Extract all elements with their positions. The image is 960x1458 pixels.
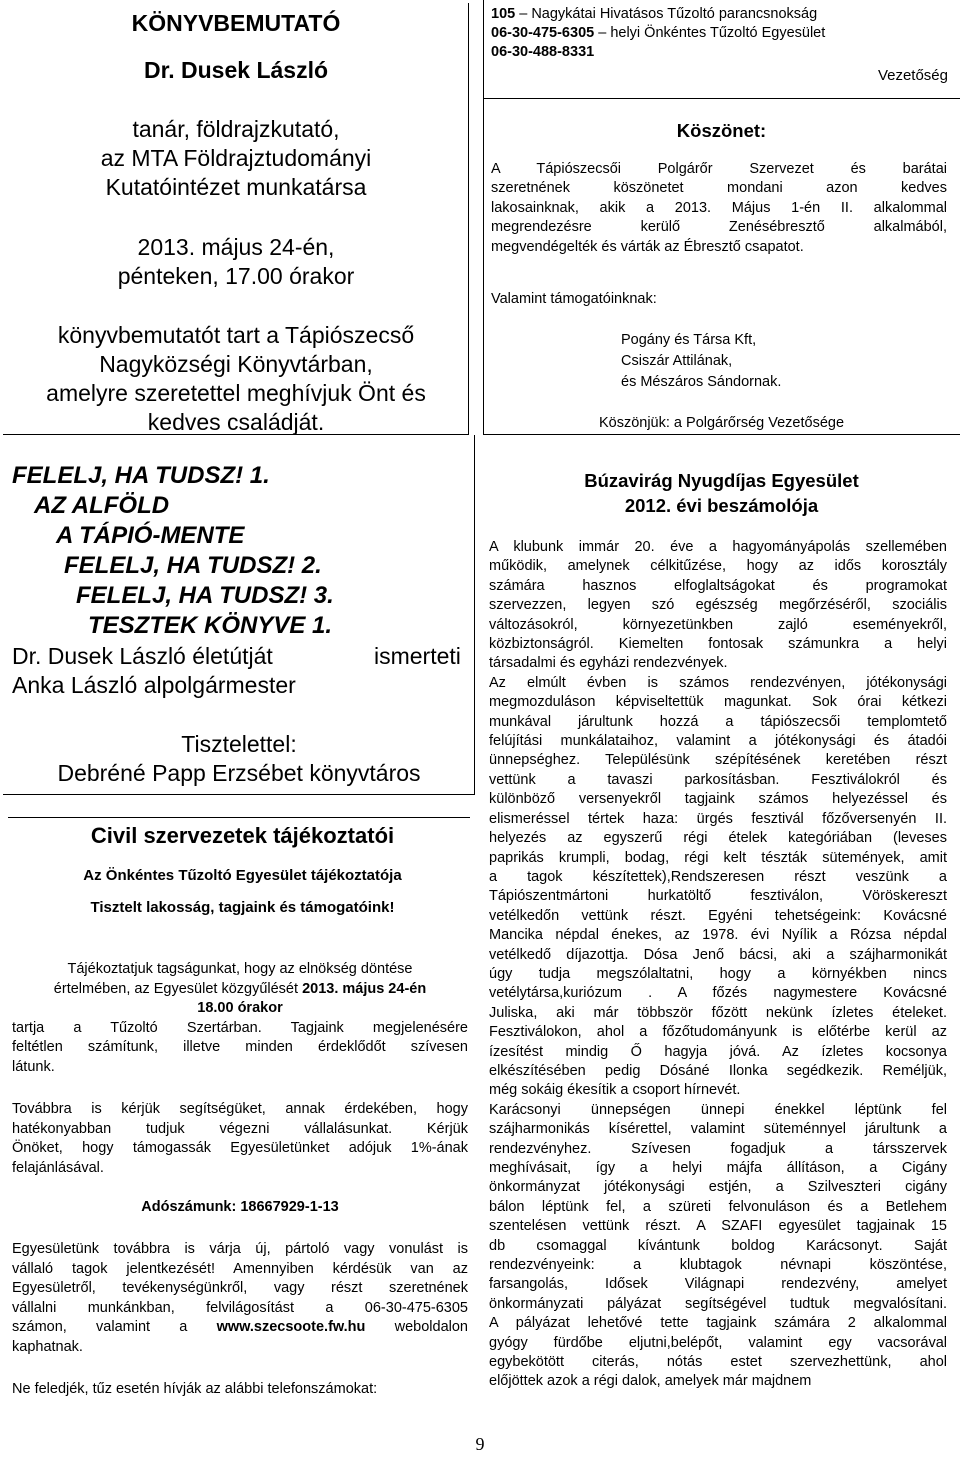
book-title: FELELJ, HA TUDSZ! 3.: [76, 582, 334, 609]
supporters-intro: Valamint támogatóinknak:: [491, 291, 657, 307]
text-line: Juliska, aki már többször főzött nekünk ízletes ételeket.: [489, 1004, 947, 1021]
text-line: vetélytársa,kuriózum . A főzés nagymestere Kovácsné: [489, 985, 947, 1002]
book-title: FELELJ, HA TUDSZ! 2.: [64, 552, 322, 579]
book-line: amelyre szeretettel meghívjuk Önt és: [46, 380, 426, 406]
text-line: A Tápiószecsői Polgárőr Szervezet és barátai: [491, 161, 947, 177]
meeting-date: 2013. május 24-én: [302, 980, 427, 997]
text-line: elkészítésében pedig Dósáné Ilonka segédkezik. Reméljük,: [489, 1062, 947, 1079]
text-line: Tájékoztatjuk tagságunkat, hogy az elnökség döntése: [67, 961, 413, 977]
text-line: szentelésen vettünk részt. A SZAFI egyesület tagjainak 15: [489, 1218, 947, 1235]
text-line: egybekötött citerás, nótás estet szervezhettünk, ahol: [489, 1354, 947, 1371]
text-line: felújítási munkálataihoz, valamint a jótékonysági és átadói: [489, 733, 947, 750]
paragraph: [12, 1240, 468, 1357]
text-line: elismeréssel tértek haza: ürgés fesztivál főzőversenyén II.: [489, 810, 947, 827]
text-line: számára hasznos elfoglaltságokat és programokat: [489, 577, 947, 594]
text-line: [12, 1318, 468, 1338]
text-line: ünnepséghez. Településünk szépítésének keretében részt: [489, 752, 947, 769]
book-title: AZ ALFÖLD: [34, 492, 170, 519]
text-line: vetélkedő díjazottja. Dósa Jenő bácsi, aki a szájharmonikát: [489, 946, 947, 963]
text-line: úgy tudja megszólaltatni, hogy a környékben nincs: [489, 965, 947, 982]
divider: [8, 817, 470, 818]
text-line: tartja a Tűzoltó Szertárban. Tagjaink megjelenésére: [12, 1019, 468, 1036]
book-line: Nagyközségi Könyvtárban,: [99, 351, 373, 377]
text-line: szeretnének köszönetet mondani azon kedves: [491, 180, 947, 197]
page-number: 9: [475, 1434, 485, 1454]
phone-desc: – helyi Önkéntes Tűzoltó Egyesület: [598, 25, 826, 41]
book-line: pénteken, 17.00 órakor: [117, 263, 355, 289]
text-line: vállaló tagok jelentkezését! Amennyiben kérdésük van az: [12, 1260, 468, 1277]
signer: Debréné Papp Erzsébet könyvtáros: [57, 760, 421, 786]
text-line: látunk.: [12, 1058, 55, 1075]
presenter-text: Dr. Dusek László életútját: [12, 643, 273, 669]
text-line: [12, 999, 468, 1019]
text-span: weboldalon: [394, 1319, 468, 1335]
book-launch-box: [3, 3, 469, 435]
text-line: megrendezésre kerülő Zenésébresztő alkalmából,: [491, 219, 947, 236]
book-line: az MTA Földrajztudományi: [100, 145, 372, 171]
regards: Tisztelettel:: [181, 731, 297, 757]
book-title: FELELJ, HA TUDSZ! 1.: [12, 462, 270, 489]
text-line: megvendégelték és várták az Ébresztő csapatot.: [491, 238, 804, 255]
text-line: hatékonyabban tudjuk végezni vállalásunkat. Kérjük: [12, 1120, 468, 1137]
book-author: Dr. Dusek László: [143, 57, 329, 83]
supporter: és Mészáros Sándornak.: [621, 374, 782, 390]
phone-desc: – Nagykátai Hivatásos Tűzoltó parancsnokság: [519, 6, 818, 22]
text-line: megmozduláson képviseltettük magunkat. Sok órai kétkezi: [489, 694, 947, 711]
club-subtitle: 2012. évi beszámolója: [624, 495, 819, 516]
phone-number: 06-30-488-8331: [491, 44, 595, 60]
text-line: Továbbra is kérjük segítségüket, annak érdekében, hogy: [12, 1101, 468, 1117]
text-line: Tápiószentmártoni hurkatöltő fesztiválon, Vöröskereszt: [489, 888, 947, 905]
text-line: változásokról, környezetünkben zajló eseményekről,: [489, 616, 947, 633]
text-line: A klubunk immár 20. éve a hagyományápolás szellemében: [489, 539, 947, 555]
text-line: [12, 980, 468, 1000]
text-line: szervezzen, legyen szó egészség megőrzéséről, szociális: [489, 597, 947, 614]
phone-line: [491, 5, 817, 24]
paragraph: [12, 1100, 468, 1178]
emergency-note: Ne feledjék, tűz esetén hívják az alábbi telefonszámokat:: [12, 1381, 378, 1397]
phone-line: [491, 43, 594, 62]
text-line: Karácsonyi ünnepségen ünnepi énekkel léptünk fel: [489, 1101, 947, 1118]
club-report: [489, 538, 947, 1392]
club-title: Búzavirág Nyugdíjas Egyesület: [584, 470, 859, 491]
presenter-text: ismerteti: [374, 643, 461, 669]
text-line: Önöket, hogy támogassák Egyesületünket adójuk 1%-ának: [12, 1140, 468, 1156]
text-line: vállalni munkánkban, felvilágosítást a 06-30-475-6305: [12, 1299, 468, 1316]
phone-line: [491, 24, 825, 43]
text-line: előjöttek azok a régi dalok, amelyek már majdnem: [489, 1373, 812, 1390]
text-line: működik, amelynek célkitűzése, hogy az idős korosztály: [489, 558, 947, 575]
website-link[interactable]: www.szecsoote.fw.hu: [216, 1319, 366, 1335]
phone-number: 105: [491, 6, 516, 22]
book-title: A TÁPIÓ-MENTE: [56, 522, 245, 549]
text-line: helyezés az egyszerű régi ételek kategóriában (leveses: [489, 830, 947, 847]
civil-subtitle: Az Önkéntes Tűzoltó Egyesület tájékoztatója: [83, 867, 402, 884]
civil-section-title: Civil szervezetek tájékoztatói: [90, 823, 395, 848]
text-line: lakosainknak, akik a 2013. Május 1-én II. alkalommal: [491, 199, 947, 216]
text-line: Fesztiválokon, ahol a főzőtudományunk is előtérbe kerül az: [489, 1024, 947, 1041]
book-line: tanár, földrajzkutató,: [132, 116, 340, 142]
supporter: Pogány és Társa Kft,: [621, 332, 757, 348]
text-line: rendezvényeink: a klubtagok névnapi köszöntése,: [489, 1257, 947, 1274]
divider: [483, 98, 960, 99]
book-line: könyvbemutatót tart a Tápiószecső: [57, 322, 415, 348]
text-line: közbiztonságról. Kiemelten fontosak számunkra a helyi: [489, 636, 947, 653]
paragraph: [12, 960, 468, 1077]
text-line: meghívásait, így a helyi májfa állításon, a Cigány: [489, 1160, 947, 1176]
thanks-paragraph: [491, 160, 947, 257]
text-line: db csomaggal kívántunk boldog Karácsonyt. Saját: [489, 1237, 947, 1254]
text-line: farsangolás, Idősek Világnapi rendezvény, amelyet: [489, 1276, 947, 1293]
text-line: önkormányzat jótékonysági estjén, a Szilveszteri cigány: [489, 1179, 947, 1196]
tax-number: Adószámunk: 18667929-1-13: [141, 1199, 339, 1215]
text-line: Egyesületünk továbbra is várja új, pártoló vagy vonulást is: [12, 1241, 468, 1257]
civil-greeting: Tisztelt lakosság, tagjaink és támogatóink!: [90, 899, 395, 916]
text-line: gyógy fürdőbe eljutni,belépőt, valamint egy vacsorával: [489, 1334, 947, 1351]
phone-number: 06-30-475-6305: [491, 25, 595, 41]
text-line: bálon léptünk fel, a szüreti felvonuláson és a Betlehem: [489, 1198, 947, 1215]
presenter-name: Anka László alpolgármester: [12, 672, 296, 698]
supporter: Csiszár Attilának,: [621, 353, 733, 369]
text-line: ízesítést mindig Ő hagyja jóvá. Az ízletes kocsonya: [489, 1043, 947, 1060]
text-line: felajánlásával.: [12, 1159, 104, 1176]
text-line: vetélkedőn vettünk részt. Egyéni tehetségeink: Kovácsné: [489, 907, 947, 924]
meeting-time: 18.00 órakor: [197, 1000, 283, 1016]
text-line: a tagok készítettek),Rendszeresen részt veszünk a: [489, 868, 947, 885]
book-line: Kutatóintézet munkatársa: [105, 174, 367, 200]
text-line: rendezvényhez. Szívesen fogadjuk a társszervek: [489, 1140, 947, 1157]
text-line: önkormányzati pályázat segítségével tudtuk megvalósítani.: [489, 1295, 947, 1312]
text-line: Mancika népdal énekes, az 1978. évi Nyílik a Rózsa népdal: [489, 927, 947, 944]
text-line: feltétlen számítunk, illetve minden érdeklődőt szívesen: [12, 1039, 468, 1055]
text-line: Az elmúlt évben is számos rendezvényen, jótékonysági: [489, 674, 947, 691]
text-line: paprikás krumpli, bodag, régi kelt tészták sütemények, amit: [489, 849, 947, 866]
phones-signature: Vezetőség: [877, 67, 948, 84]
book-launch-title: KÖNYVBEMUTATÓ: [131, 10, 341, 36]
text-line: kaphatnak.: [12, 1338, 83, 1355]
text-line: szájharmonikás kísérettel, valamint süteménnyel járultunk a: [489, 1121, 947, 1138]
book-list-box: [3, 435, 475, 795]
text-span: értelmében, az Egyesület közgyűlését: [53, 980, 299, 997]
book-title: TESZTEK KÖNYVE 1.: [88, 612, 333, 639]
book-line: kedves családját.: [147, 409, 325, 435]
thanks-title: Köszönet:: [676, 120, 767, 141]
book-line: 2013. május 24-én,: [137, 234, 335, 260]
text-line: A pályázat lehetővé tette tagjaink számára 2 alkalommal: [489, 1315, 947, 1332]
text-line: vettünk a tavaszi parkosításban. Fesztiválokról és: [489, 771, 947, 788]
text-line: társadalmi és egyházi rendezvények.: [489, 655, 728, 672]
text-line: különböző versenyekről tagjaink számos helyezéssel és: [489, 791, 947, 808]
text-line: Egyesületről, tevékenységünkről, vagy részt szeretnének: [12, 1280, 468, 1296]
thanks-signature: Köszönjük: a Polgárőrség Vezetősége: [598, 415, 845, 431]
text-span: számon, valamint a: [12, 1319, 188, 1335]
text-line: munkával járultunk hozzá a tápiószecsői templomtető: [489, 713, 947, 730]
text-line: még sokáig ékesítik a csoport hírnevét.: [489, 1082, 741, 1099]
